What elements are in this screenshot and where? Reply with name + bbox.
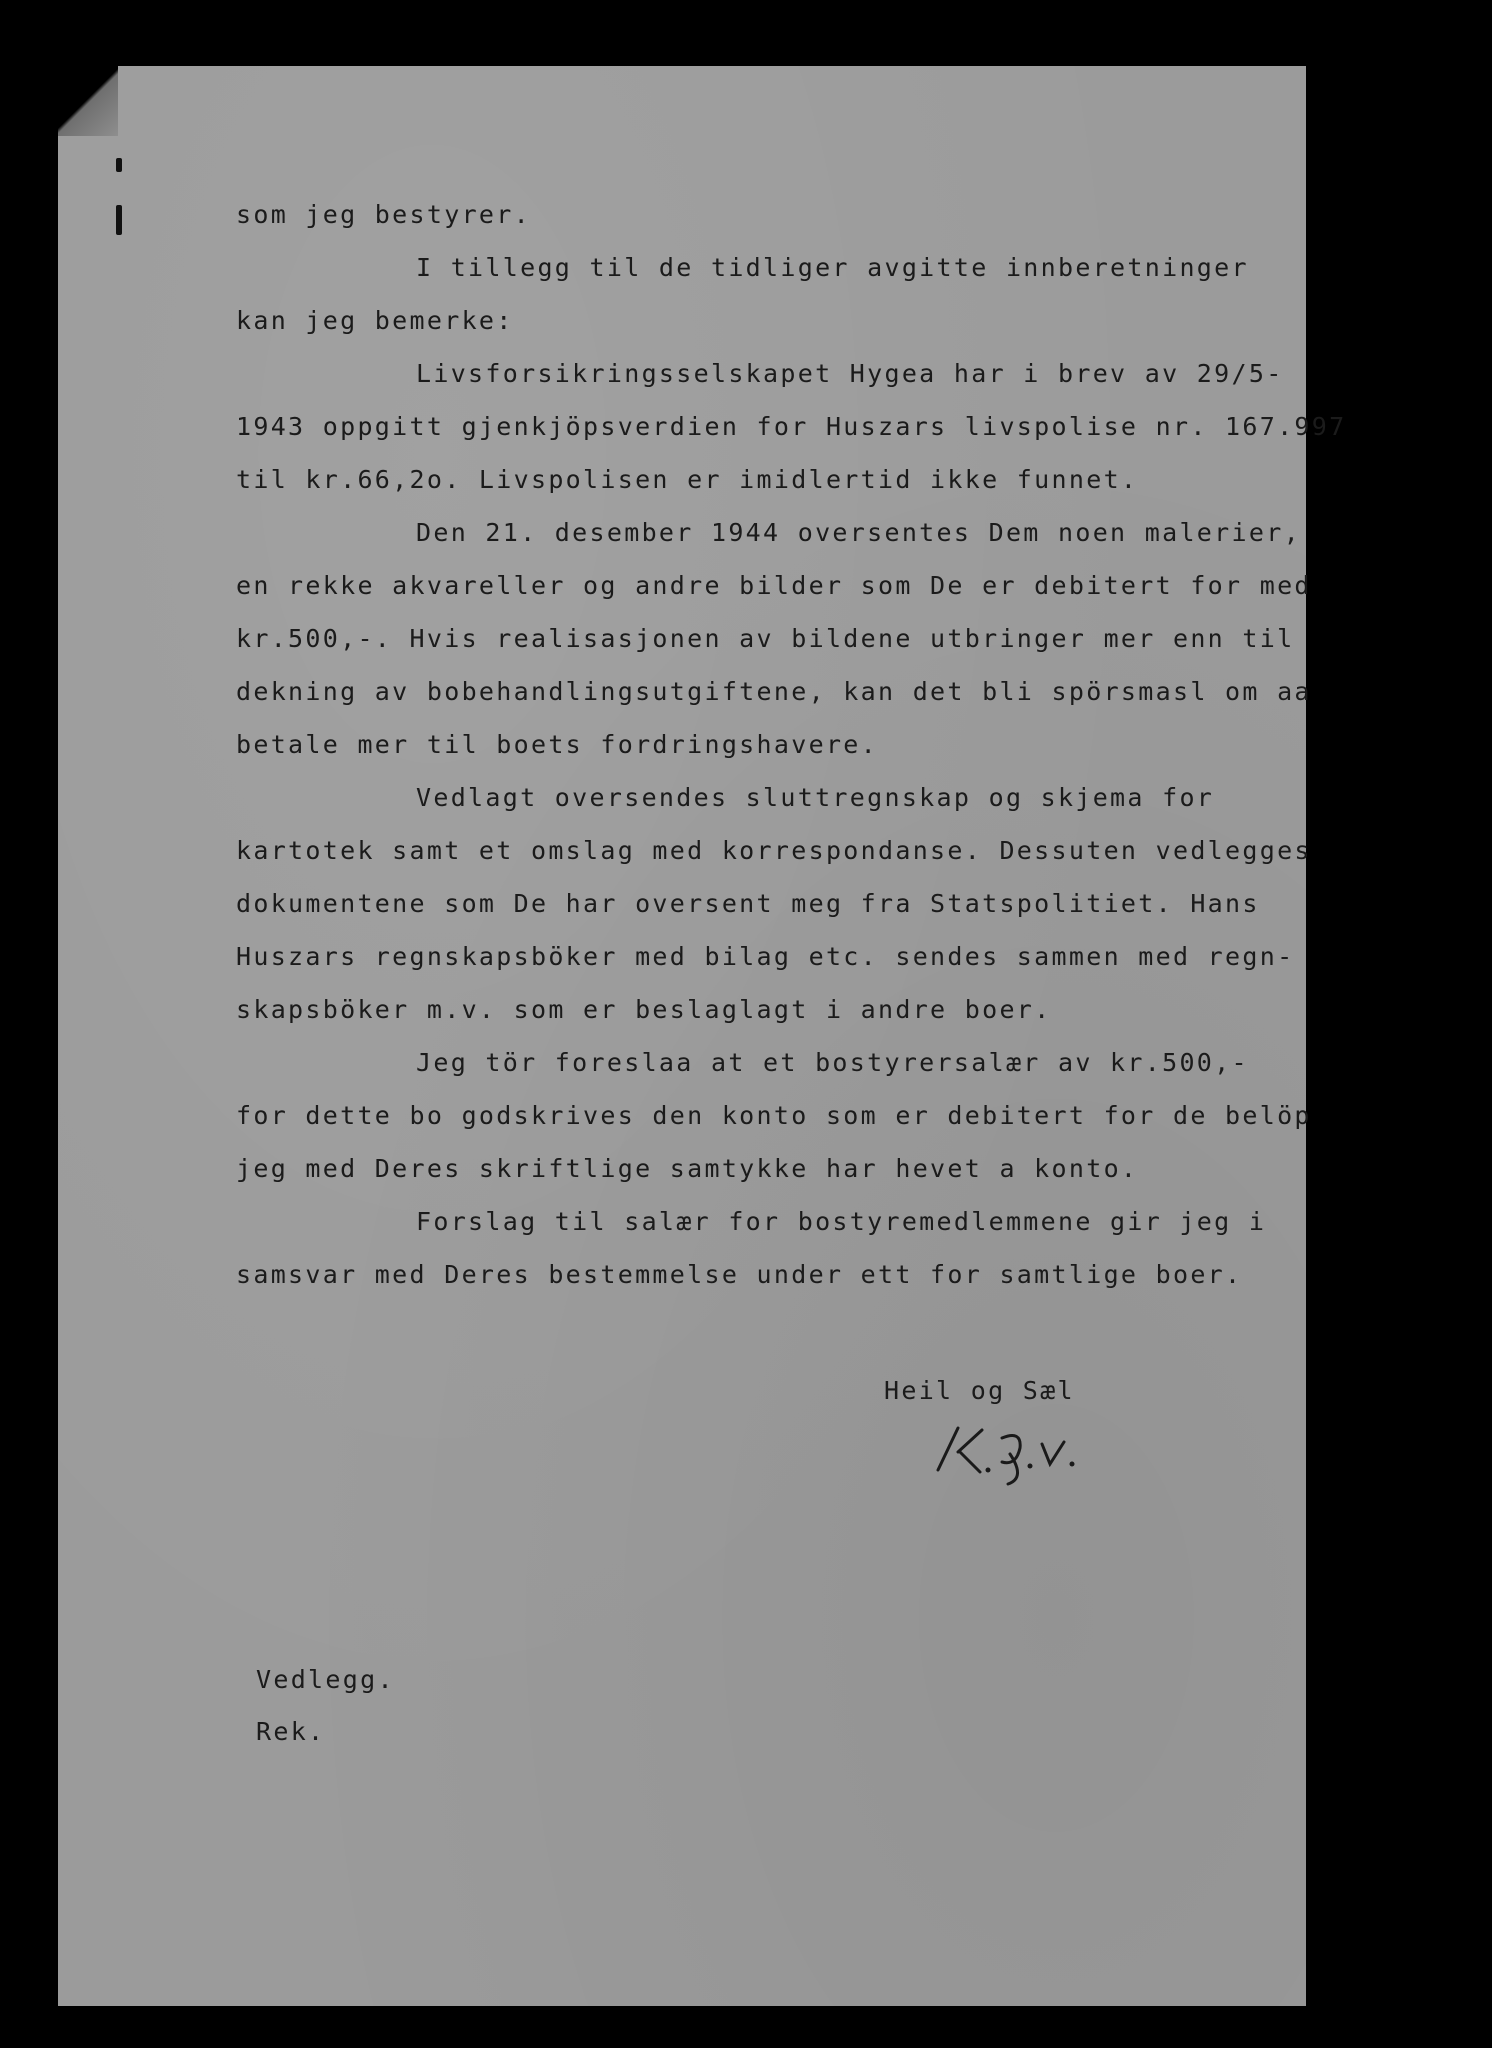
body-line: I tillegg til de tidliger avgitte innberetninger bbox=[416, 253, 1249, 282]
body-line: Den 21. desember 1944 oversentes Dem noen malerier, bbox=[416, 518, 1301, 547]
body-line: dokumentene som De har oversent meg fra Statspolitiet. Hans bbox=[236, 889, 1260, 918]
closing-salutation: Heil og Sæl bbox=[884, 1376, 1075, 1405]
body-line: kr.500,-. Hvis realisasjonen av bildene utbringer mer enn til bbox=[236, 624, 1295, 653]
body-line: betale mer til boets fordringshavere. bbox=[236, 730, 878, 759]
body-line: dekning av bobehandlingsutgiftene, kan det bli spörsmasl om aa bbox=[236, 677, 1312, 706]
letter-body bbox=[236, 188, 1347, 1301]
body-line: Livsforsikringsselskapet Hygea har i brev av 29/5- bbox=[416, 359, 1284, 388]
body-line: for dette bo godskrives den konto som er debitert for de belöp bbox=[236, 1101, 1312, 1130]
body-line: Vedlagt oversendes sluttregnskap og skjema for bbox=[416, 783, 1215, 812]
handwritten-signature bbox=[930, 1408, 1130, 1493]
folded-corner bbox=[58, 66, 118, 136]
enclosure-label: Vedlegg. bbox=[256, 1665, 395, 1694]
registered-mail-label: Rek. bbox=[256, 1717, 326, 1746]
staple-mark bbox=[116, 158, 122, 172]
body-line: Huszars regnskapsböker med bilag etc. sendes sammen med regn- bbox=[236, 942, 1295, 971]
body-line: Forslag til salær for bostyremedlemmene gir jeg i bbox=[416, 1207, 1267, 1236]
body-line: kan jeg bemerke: bbox=[236, 306, 514, 335]
body-line: Jeg tör foreslaa at et bostyrersalær av kr.500,- bbox=[416, 1048, 1249, 1077]
body-line: 1943 oppgitt gjenkjöpsverdien for Huszars livspolise nr. 167.997 bbox=[236, 412, 1347, 441]
body-line: samsvar med Deres bestemmelse under ett for samtlige boer. bbox=[236, 1260, 1243, 1289]
body-line: skapsböker m.v. som er beslaglagt i andre boer. bbox=[236, 995, 1052, 1024]
body-line: til kr.66,2o. Livspolisen er imidlertid ikke funnet. bbox=[236, 465, 1139, 494]
body-line: en rekke akvareller og andre bilder som De er debitert for med bbox=[236, 571, 1312, 600]
body-line: som jeg bestyrer. bbox=[236, 200, 531, 229]
body-line: jeg med Deres skriftlige samtykke har hevet a konto. bbox=[236, 1154, 1139, 1183]
enclosure-notes bbox=[256, 1654, 395, 1758]
body-line: kartotek samt et omslag med korrespondanse. Dessuten vedlegges bbox=[236, 836, 1312, 865]
staple-mark bbox=[116, 205, 122, 235]
